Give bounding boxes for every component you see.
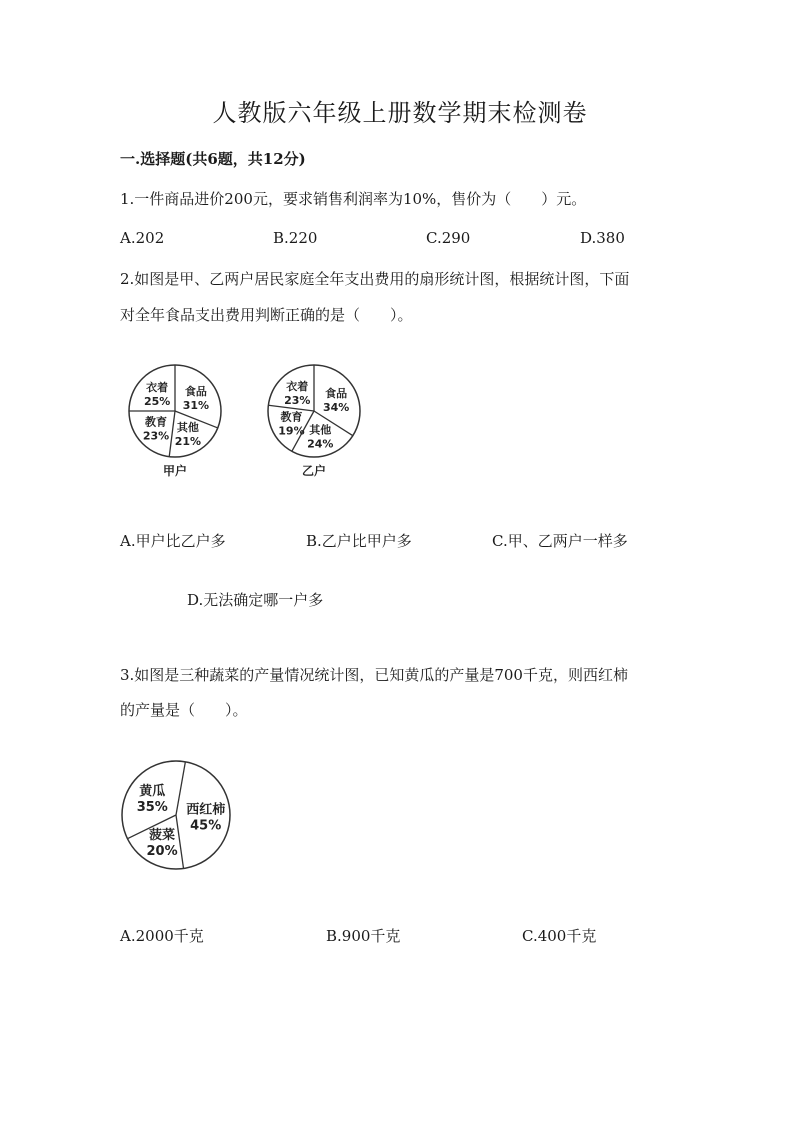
pie-slice-label: 黄瓜 [139,784,166,800]
section-heading: 一.选择题(共6题，共12分) [120,150,306,168]
q1-option-b[interactable]: B.220 [273,229,318,247]
pie-slice-value: 31% [182,398,210,412]
pie-slice-value: 45% [190,818,222,834]
pie-slice-value: 23% [142,429,170,443]
pie-slice-value: 23% [284,394,311,408]
pie-chart-jia [129,365,221,478]
pie-slice-label: 衣着 [146,381,169,395]
question-3-line-2: 的产量是（ ）。 [120,701,248,719]
pie-slice-label: 其他 [309,423,332,437]
pie-slice-label: 食品 [325,386,348,400]
pie-slice-value: 35% [136,800,168,816]
q3-option-b[interactable]: B.900千克 [326,927,401,945]
q1-option-c[interactable]: C.290 [426,229,471,247]
question-2-line-1: 2.如图是甲、乙两户居民家庭全年支出费用的扇形统计图，根据统计图，下面 [120,270,630,288]
pie-slice-value: 20% [146,844,178,860]
q3-option-a[interactable]: A.2000千克 [120,927,204,945]
q1-option-d[interactable]: D.380 [580,229,625,247]
pie-chart-vegetables [122,761,230,869]
pie-slice-value: 19% [278,424,305,438]
question-3-line-1: 3.如图是三种蔬菜的产量情况统计图，已知黄瓜的产量是700千克，则西红柿 [120,666,628,684]
pie-slice-label: 西红柿 [186,802,226,818]
pie-slice-value: 21% [174,434,202,448]
pie-slice-label: 其他 [176,420,199,434]
q3-option-c[interactable]: C.400千克 [522,927,597,945]
pie-slice-label: 衣着 [286,380,309,394]
pie-chart-yi [268,365,360,478]
q2-option-a[interactable]: A.甲户比乙户多 [120,532,226,550]
q2-option-c[interactable]: C.甲、乙两户一样多 [492,532,628,550]
page-title: 人教版六年级上册数学期末检测卷 [212,99,588,127]
pie-slice-value: 25% [143,395,171,409]
q1-option-a[interactable]: A.202 [120,229,165,247]
q2-option-b[interactable]: B.乙户比甲户多 [306,532,412,550]
pie-slice-label: 教育 [280,410,303,424]
pie-slice-value: 24% [307,437,334,451]
pie-slice-label: 食品 [184,384,207,398]
pie-slice-label: 教育 [145,415,168,429]
question-2-line-2: 对全年食品支出费用判断正确的是（ ）。 [120,306,413,324]
pie-title: 乙户 [301,464,327,478]
q2-option-d[interactable]: D.无法确定哪一户多 [187,591,324,609]
question-1-text: 1.一件商品进价200元，要求销售利润率为10%，售价为（ ）元。 [120,190,587,208]
pie-slice-label: 菠菜 [149,828,176,844]
pie-title: 甲户 [162,464,188,478]
pie-slice-value: 34% [322,400,350,414]
